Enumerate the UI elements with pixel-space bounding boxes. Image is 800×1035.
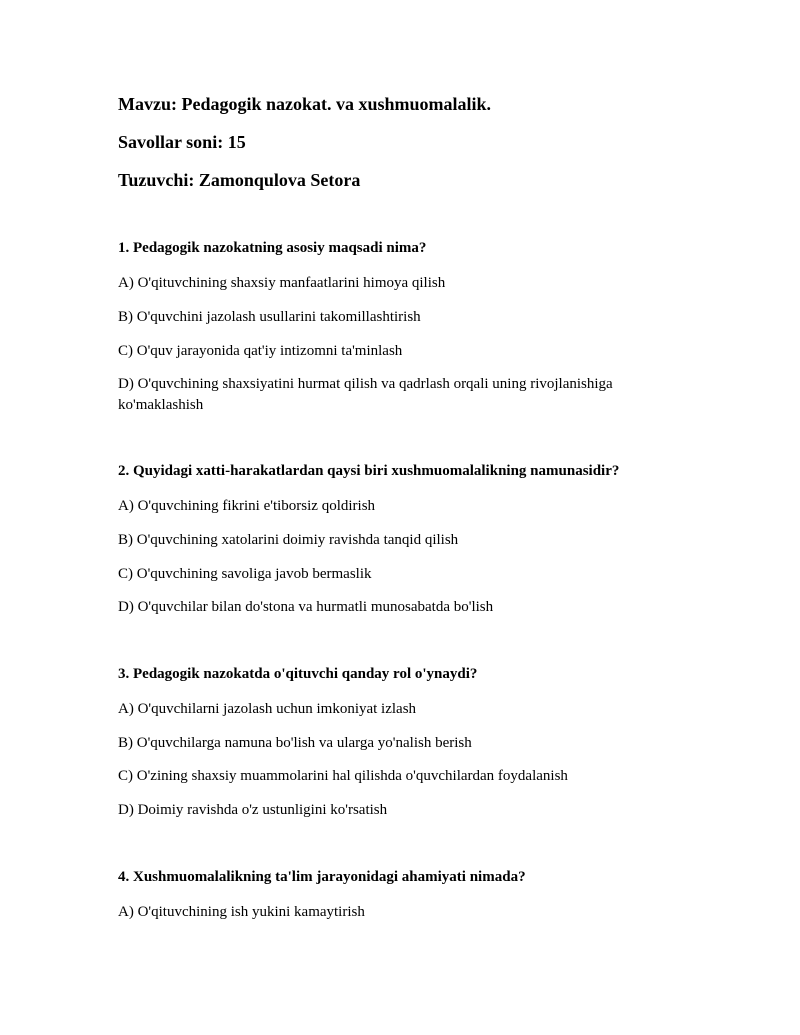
question-title: 1. Pedagogik nazokatning asosiy maqsadi nima? <box>118 240 427 256</box>
topic-heading: Mavzu: Pedagogik nazokat. va xushmuomalalik. <box>118 94 492 114</box>
answer-option: B) O'quvchilarga namuna bo'lish va ularga yo'nalish berish <box>118 735 472 751</box>
answer-option: C) O'quv jarayonida qat'iy intizomni ta'minlash <box>118 343 403 359</box>
answer-option: A) O'quvchilarni jazolash uchun imkoniyat izlash <box>118 701 417 717</box>
answer-option: A) O'quvchining fikrini e'tiborsiz qoldirish <box>118 498 376 514</box>
question-title: 4. Xushmuomalalikning ta'lim jarayonidagi ahamiyati nimada? <box>118 869 526 885</box>
answer-option: C) O'zining shaxsiy muammolarini hal qilishda o'quvchilardan foydalanish <box>118 768 568 784</box>
answer-option: B) O'quvchini jazolash usullarini takomillashtirish <box>118 309 421 325</box>
question-count-heading: Savollar soni: 15 <box>118 132 246 152</box>
answer-option: D) O'quvchining shaxsiyatini hurmat qilish va qadrlash orqali uning rivojlanishiga ko'maklashish <box>118 376 613 413</box>
answer-option: D) O'quvchilar bilan do'stona va hurmatli munosabatda bo'lish <box>118 599 494 615</box>
author-heading: Tuzuvchi: Zamonqulova Setora <box>118 170 361 190</box>
question-title: 3. Pedagogik nazokatda o'qituvchi qanday rol o'ynaydi? <box>118 666 478 682</box>
answer-option: A) O'qituvchining ish yukini kamaytirish <box>118 904 365 920</box>
question-title: 2. Quyidagi xatti-harakatlardan qaysi biri xushmuomalalikning namunasidir? <box>118 463 620 479</box>
answer-option: C) O'quvchining savoliga javob bermaslik <box>118 566 372 582</box>
answer-option: B) O'quvchining xatolarini doimiy ravishda tanqid qilish <box>118 532 459 548</box>
answer-option: A) O'qituvchining shaxsiy manfaatlarini himoya qilish <box>118 275 446 291</box>
answer-option: D) Doimiy ravishda o'z ustunligini ko'rsatish <box>118 802 388 818</box>
